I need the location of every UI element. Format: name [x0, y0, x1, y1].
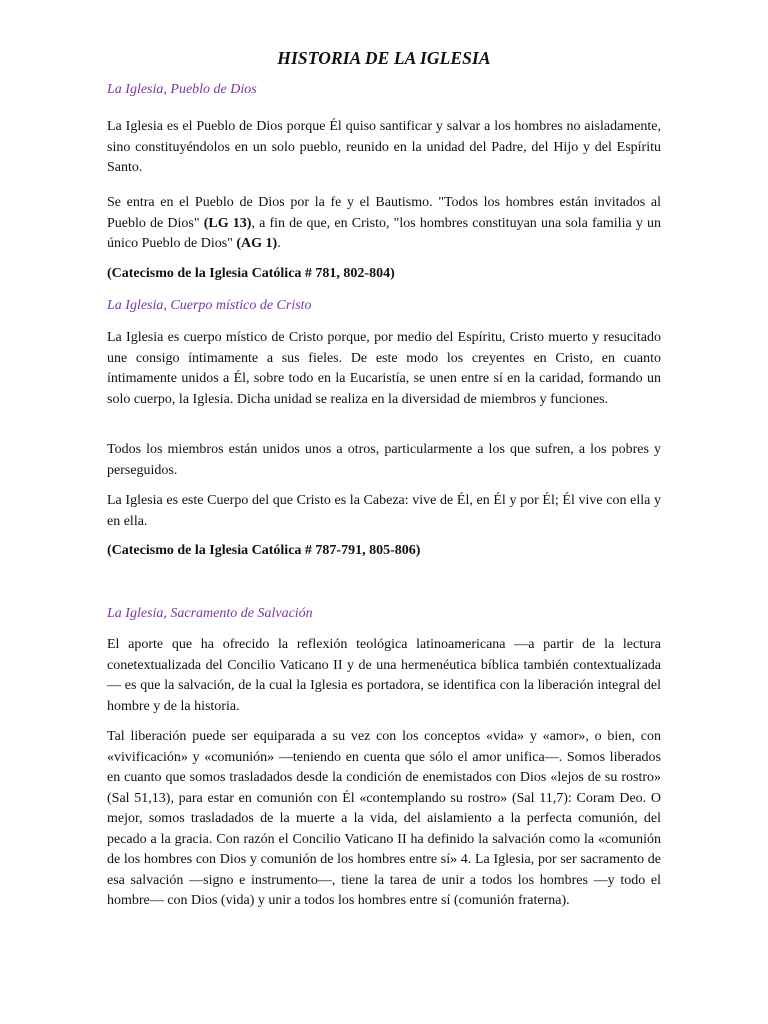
catechism-reference: (Catecismo de la Iglesia Católica # 787-791, 805-806)	[107, 543, 421, 558]
paragraph-text: .	[277, 236, 281, 251]
section-heading-pueblo-de-dios: La Iglesia, Pueblo de Dios	[107, 82, 257, 97]
paragraph: Todos los miembros están unidos unos a otros, particularmente a los que sufren, a los pobres y perseguidos.	[107, 442, 661, 478]
citation-ag1: (AG 1)	[236, 236, 278, 251]
citation-lg13: (LG 13)	[203, 215, 252, 231]
section-heading-cuerpo-mistico: La Iglesia, Cuerpo místico de Cristo	[107, 298, 312, 313]
paragraph: El aporte que ha ofrecido la reflexión teológica latinoamericana —a partir de la lectura conetextualizada del Concilio Vaticano II y de una hermenéutica bíblica también contextualizada— es que la salvación, de la cual la Iglesia es portadora, se identifica con la liberación integral del hombre y de la historia.	[107, 637, 661, 714]
paragraph	[107, 193, 661, 255]
paragraph-text: Se entra en el Pueblo de Dios por la fe y el Bautismo. "Todos los hombres están invitados al Pueblo de Dios"	[107, 195, 661, 231]
paragraph: La Iglesia es el Pueblo de Dios porque Él quiso santificar y salvar a los hombres no aisladamente, sino constituyéndolos en un solo pueblo, reunido en la unidad del Padre, del Hijo y del Espíritu Santo.	[107, 119, 661, 175]
document-title: HISTORIA DE LA IGLESIA	[277, 48, 491, 68]
catechism-reference: (Catecismo de la Iglesia Católica # 781, 802-804)	[107, 266, 395, 281]
paragraph: Tal liberación puede ser equiparada a su vez con los conceptos «vida» y «amor», o bien, con «vivificación» y «comunión» —teniendo en cuenta que sólo el amor unifica—. Somos liberados en cuanto que somos trasladados desde la condición de enemistados con Dios «lejos de su rostro» (Sal 51,13), para estar en comunión con Él «contemplando su rostro» (Sal 11,7): Coram Deo. O mejor, somos trasladados de la muerte a la vida, del aislamiento a la perfecta comunión, del pecado a la gracia. Con razón el Concilio Vaticano II ha definido la salvación como la «comunión de los hombres con Dios y comunión de los hombres entre sí» 4. La Iglesia, por ser sacramento de esa salvación —signo e instrumento—, tiene la tarea de unir a todos los hombres —y todo el hombre— con Dios (vida) y unir a todos los hombres entre sí (comunión fraterna).	[107, 729, 661, 908]
paragraph: La Iglesia es cuerpo místico de Cristo porque, por medio del Espíritu, Cristo muerto y resucitado une consigo íntimamente a sus fieles. De este modo los creyentes en Cristo, en cuanto íntimamente unidos a Él, sobre todo en la Eucaristía, se unen entre sí en la caridad, formando un solo cuerpo, la Iglesia. Dicha unidad se realiza en la diversidad de miembros y funciones.	[107, 330, 661, 407]
section-heading-sacramento-salvacion: La Iglesia, Sacramento de Salvación	[107, 606, 313, 621]
paragraph: La Iglesia es este Cuerpo del que Cristo es la Cabeza: vive de Él, en Él y por Él; Él vive con ella y en ella.	[107, 493, 661, 529]
paragraph-text: , a fin de que, en Cristo, "los hombres constituyan una sola familia y un único Pueblo de Dios"	[107, 215, 661, 251]
